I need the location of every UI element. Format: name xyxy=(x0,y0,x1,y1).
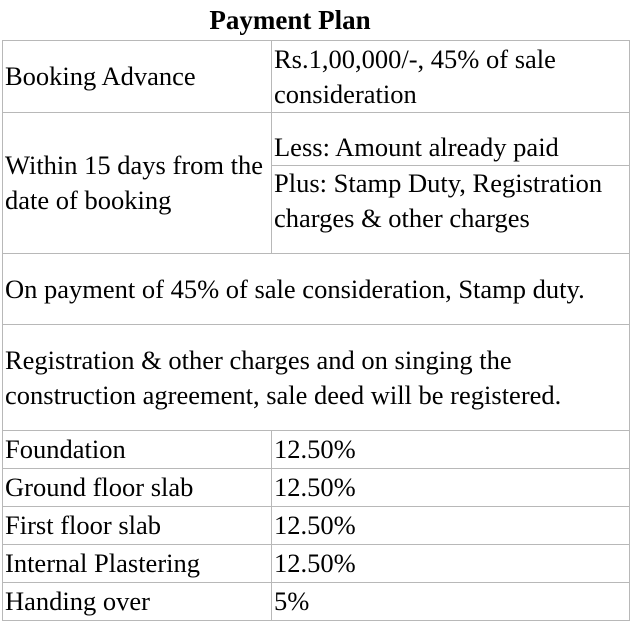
table-row xyxy=(3,431,630,469)
stage-cell: Ground floor slab xyxy=(3,469,272,507)
stage-cell: Handing over xyxy=(3,583,272,621)
amount-cell xyxy=(272,113,630,254)
table-row xyxy=(3,325,630,431)
amount-cell: 12.50% xyxy=(272,431,630,469)
table-row xyxy=(3,507,630,545)
stage-cell: First floor slab xyxy=(3,507,272,545)
table-row xyxy=(3,469,630,507)
table-row xyxy=(3,113,630,254)
table-row xyxy=(3,583,630,621)
full-width-cell: On payment of 45% of sale consideration, Stamp duty. xyxy=(3,254,630,325)
page-title: Payment Plan xyxy=(209,5,371,35)
stage-cell: Internal Plastering xyxy=(3,545,272,583)
stage-cell: Booking Advance xyxy=(3,41,272,113)
amount-subline: Less: Amount already paid xyxy=(274,132,559,162)
table-row xyxy=(3,41,630,113)
payment-plan-table xyxy=(2,40,630,621)
amount-subline: Plus: Stamp Duty, Registration charges & other charges xyxy=(272,165,629,236)
full-width-cell: Registration & other charges and on singing the construction agreement, sale deed will be registered. xyxy=(3,325,630,431)
stage-cell: Within 15 days from the date of booking xyxy=(3,113,272,254)
amount-cell: 12.50% xyxy=(272,469,630,507)
amount-cell: Rs.1,00,000/-, 45% of sale consideration xyxy=(272,41,630,113)
table-row xyxy=(3,545,630,583)
amount-cell: 5% xyxy=(272,583,630,621)
amount-cell: 12.50% xyxy=(272,545,630,583)
table-row xyxy=(3,254,630,325)
amount-cell: 12.50% xyxy=(272,507,630,545)
stage-cell: Foundation xyxy=(3,431,272,469)
